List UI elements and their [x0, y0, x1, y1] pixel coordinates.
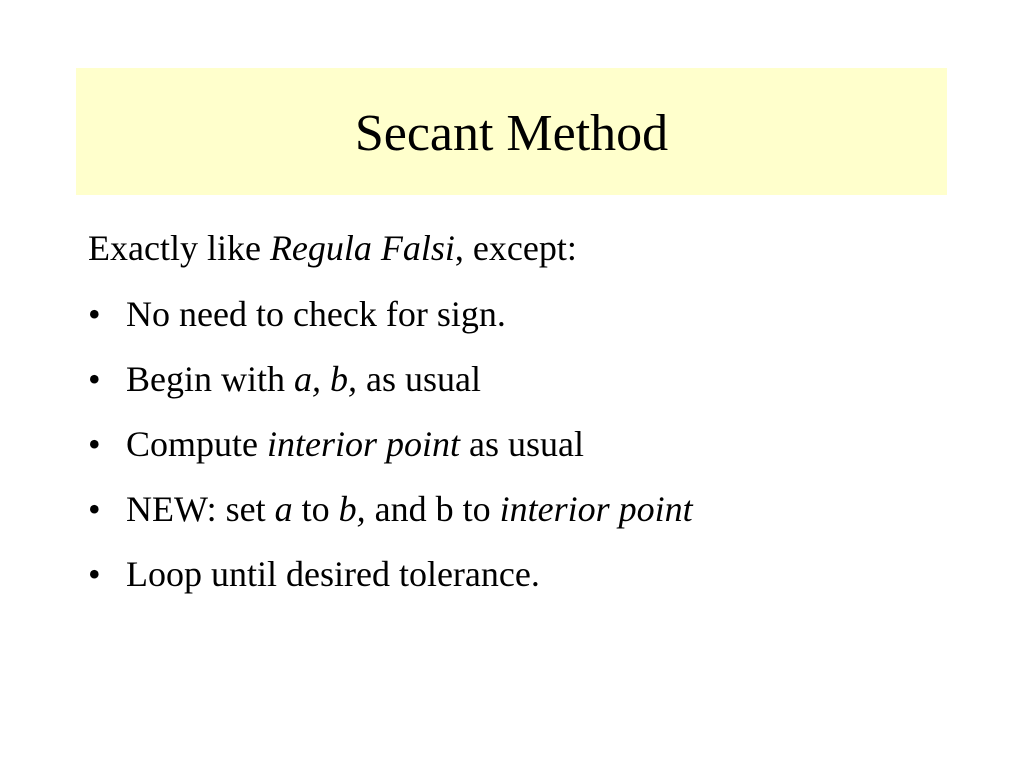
bullet-dot-icon: •: [88, 359, 101, 399]
bullet-text: No need to check for sign.: [126, 294, 506, 334]
bullet-text-part: Compute: [126, 424, 267, 464]
bullet-text-part: Begin with: [126, 359, 294, 399]
intro-italic: Regula Falsi: [269, 228, 455, 268]
bullet-italic-part: a, b,: [294, 359, 357, 399]
bullet-text-part: as usual: [357, 359, 481, 399]
bullet-text: Loop until desired tolerance.: [126, 554, 540, 594]
bullet-dot-icon: •: [88, 554, 101, 594]
bullet-text: [126, 359, 481, 399]
bullet-dot-icon: •: [88, 489, 101, 529]
bullet-italic-part: interior point: [267, 424, 461, 464]
bullet-text-part: as usual: [460, 424, 584, 464]
slide-body: [88, 228, 988, 619]
bullet-item-3: [88, 424, 988, 489]
intro-tail: , except:: [454, 228, 577, 268]
bullet-italic-part: b,: [338, 489, 366, 529]
bullet-text-part: NEW: set: [126, 489, 275, 529]
bullet-dot-icon: •: [88, 294, 101, 334]
slide-title: Secant Method: [354, 104, 669, 162]
bullet-list: [88, 294, 988, 619]
bullet-italic-part: a: [274, 489, 293, 529]
bullet-text: [126, 489, 693, 529]
bullet-text: [126, 424, 584, 464]
intro-lead: Exactly like: [88, 228, 270, 268]
bullet-text-part: and b to: [365, 489, 500, 529]
intro-line: [88, 228, 988, 294]
bullet-item-1: [88, 294, 988, 359]
bullet-item-5: [88, 554, 988, 619]
bullet-dot-icon: •: [88, 424, 101, 464]
bullet-italic-part: interior point: [499, 489, 693, 529]
bullet-item-4: [88, 489, 988, 554]
title-banner: [76, 68, 947, 195]
bullet-item-2: [88, 359, 988, 424]
bullet-text-part: to: [292, 489, 339, 529]
